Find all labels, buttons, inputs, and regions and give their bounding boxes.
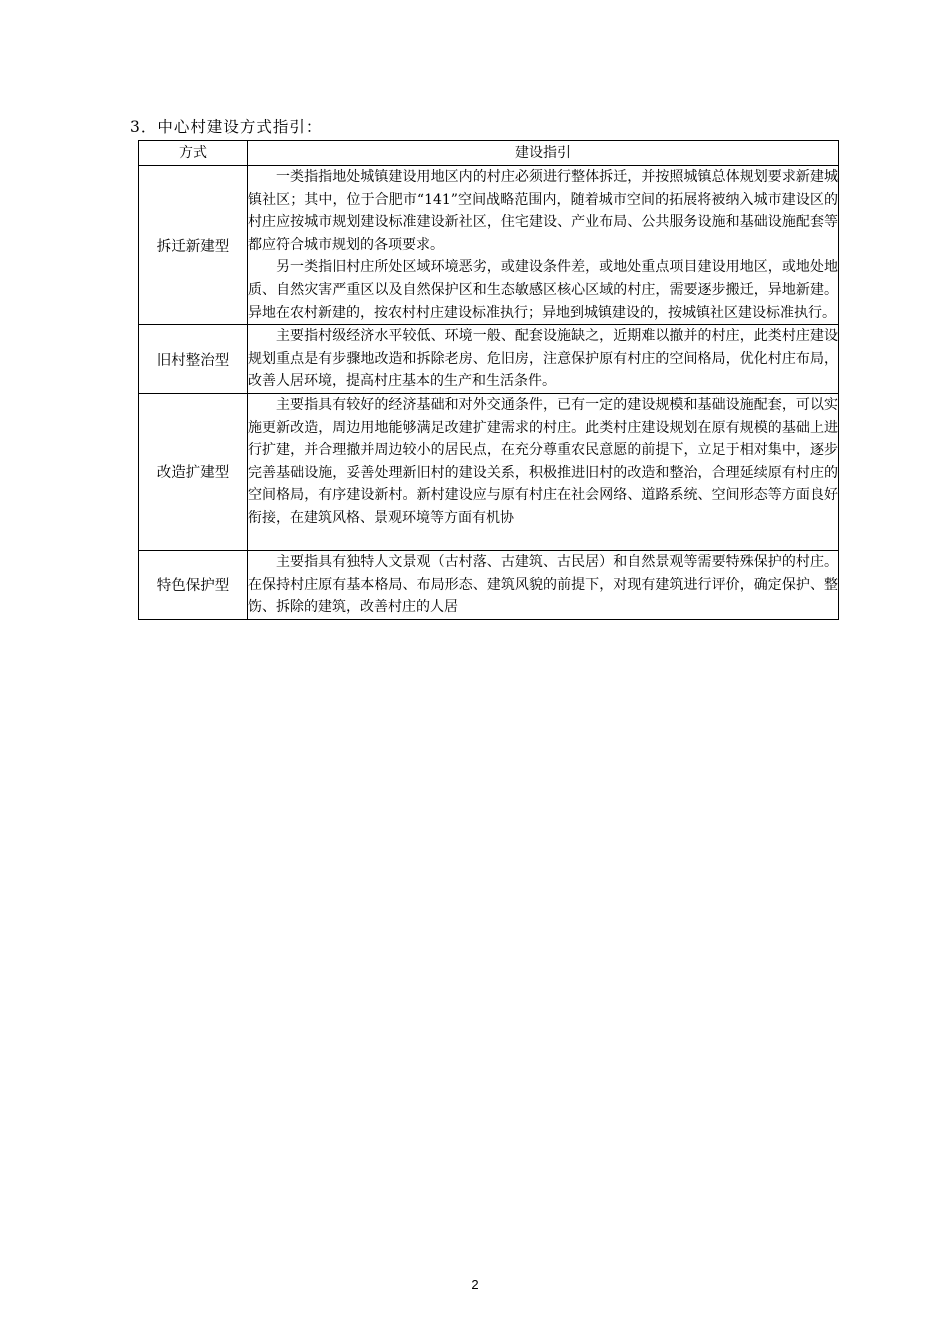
row-type: 旧村整治型 — [139, 325, 248, 394]
row-guidance — [248, 550, 839, 619]
guide-table — [138, 140, 839, 620]
row-type: 拆迁新建型 — [139, 166, 248, 325]
row-type: 改造扩建型 — [139, 393, 248, 550]
table-row — [139, 393, 839, 550]
guidance-paragraph: 主要指具有独特人文景观（古村落、古建筑、古民居）和自然景观等需要特殊保护的村庄。在保持村庄原有基本格局、布局形态、建筑风貌的前提下，对现有建筑进行评价，确定保护、整饬、拆除的建筑，改善村庄的人居 — [248, 553, 838, 616]
section-heading: 3．中心村建设方式指引： — [130, 118, 323, 136]
table-row — [139, 166, 839, 325]
table-row — [139, 550, 839, 619]
guidance-paragraph: 另一类指旧村庄所处区域环境恶劣，或建设条件差，或地处重点项目建设用地区，或地处地质、自然灾害严重区以及自然保护区和生态敏感区核心区域的村庄，需要逐步搬迁，异地新建。异地在农村新建的，按农村村庄建设标准执行；异地到城镇建设的，按城镇社区建设标准执行。 — [248, 259, 838, 321]
row-guidance — [248, 325, 839, 394]
page-number: 2 — [471, 1277, 479, 1292]
guidance-paragraph: 主要指具有较好的经济基础和对外交通条件，已有一定的建设规模和基础设施配套，可以实施更新改造，周边用地能够满足改建扩建需求的村庄。此类村庄建设规划在原有规模的基础上进行扩建，并合理撤并周边较小的居民点，在充分尊重农民意愿的前提下，立足于相对集中，逐步完善基础设施，妥善处理新旧村的建设关系，积极推进旧村的改造和整治，合理延续原有村庄的空间格局，有序建设新村。新村建设应与原有村庄在社会网络、道路系统、空间形态等方面良好衔接，在建筑风格、景观环境等方面有机协 — [248, 396, 838, 526]
guidance-clip — [248, 551, 838, 619]
table-header-row — [139, 141, 839, 166]
guidance-paragraph: 一类指指地处城镇建设用地区内的村庄必须进行整体拆迁，并按照城镇总体规划要求新建城镇社区；其中，位于合肥市“141”空间战略范围内，随着城市空间的拓展将被纳入城市建设区的村庄应按城市规划建设标准建设新社区，住宅建设、产业布局、公共服务设施和基础设施配套等都应符合城市规划的各项要求。 — [248, 169, 838, 253]
guidance-paragraph: 主要指村级经济水平较低、环境一般、配套设施缺之，近期难以撤并的村庄，此类村庄建设规划重点是有步骤地改造和拆除老房、危旧房，注意保护原有村庄的空间格局，优化村庄布局，改善人居环境，提高村庄基本的生产和生活条件。 — [248, 328, 838, 390]
row-type: 特色保护型 — [139, 550, 248, 619]
table-row — [139, 325, 839, 394]
column-header-guidance: 建设指引 — [248, 141, 839, 166]
column-header-method: 方式 — [139, 141, 248, 166]
row-guidance — [248, 393, 839, 550]
guidance-clip — [248, 394, 838, 550]
row-guidance — [248, 166, 839, 325]
